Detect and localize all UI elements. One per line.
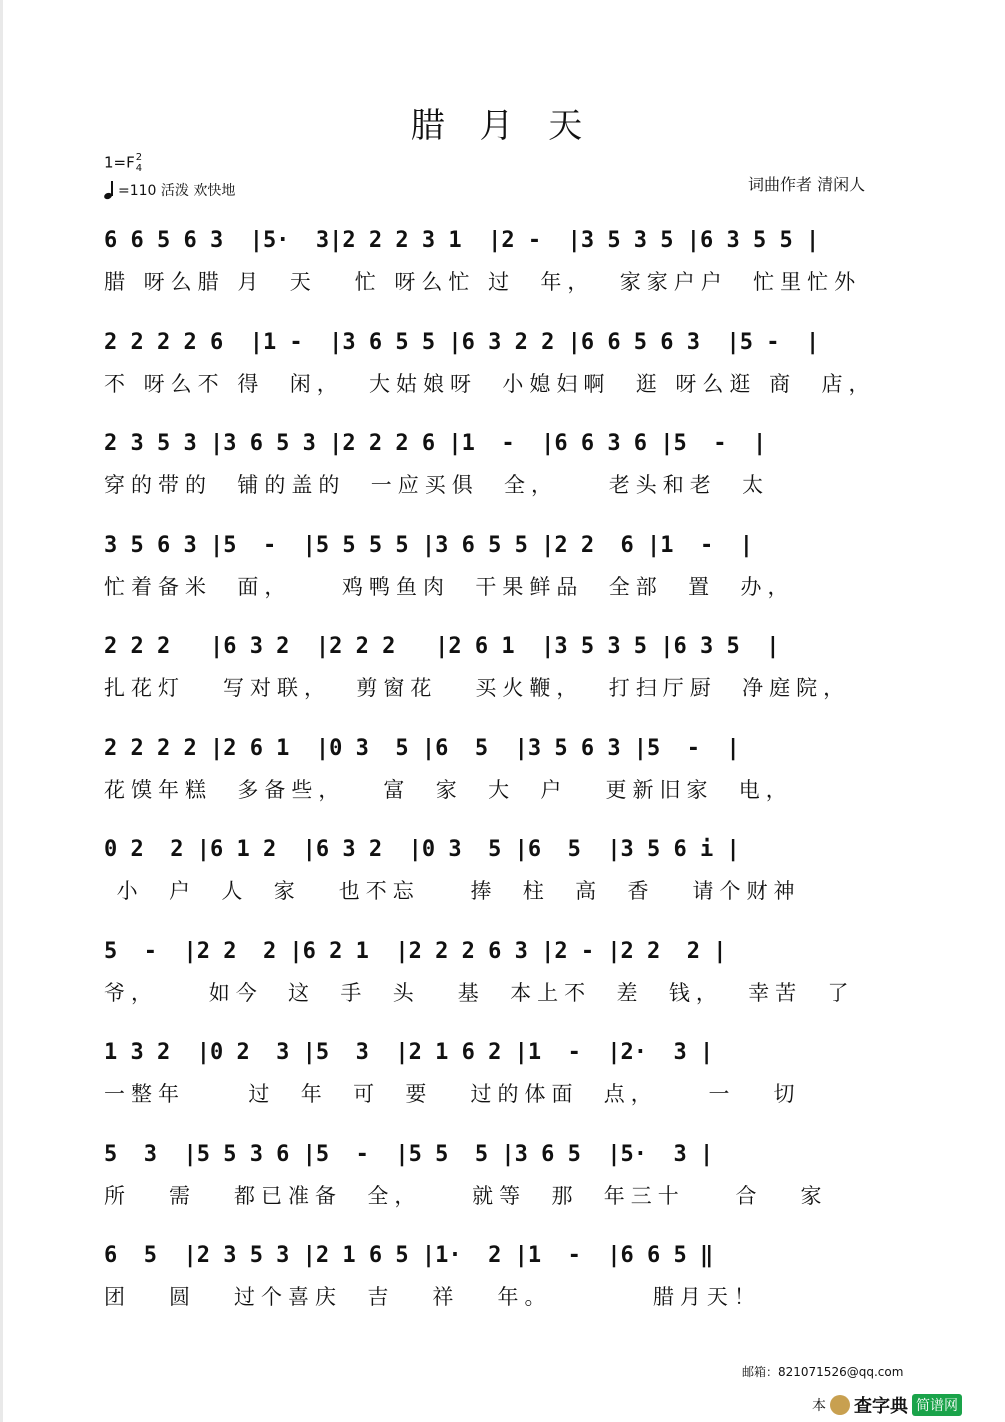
tempo-text: =110 活泼 欢快地 bbox=[118, 183, 236, 199]
lyrics-line: 腊 呀么腊 月 天 忙 呀么忙 过 年， 家家户户 忙里忙外 bbox=[104, 270, 862, 294]
score-system bbox=[104, 1134, 934, 1224]
notation-line: 2 2 2 2 |2 6 1 |0 3 5 |6 5 |3 5 6 3 |5 - | bbox=[104, 735, 740, 761]
mascot-icon bbox=[830, 1395, 850, 1415]
lyrics-line: 不 呀么不 得 闲， 大姑娘呀 小媳妇啊 逛 呀么逛 商 店， bbox=[104, 371, 876, 396]
notation-line: 6 6 5 6 3 |5· 3|2 2 2 3 1 |2 - |3 5 3 5 |6 3 5 5 | bbox=[104, 228, 820, 253]
lyrics-line: 爷， 如今 这 手 头 基 本上不 差 钱， 幸苦 了 bbox=[104, 980, 855, 1005]
lyrics-line: 一整年 过 年 可 要 过的体面 点， 一 切 bbox=[104, 1082, 801, 1106]
site-logo bbox=[812, 1392, 962, 1418]
key-signature bbox=[104, 152, 142, 174]
meter-top: 2 bbox=[135, 152, 143, 163]
quarter-note-icon bbox=[104, 181, 114, 199]
score-system bbox=[104, 1032, 934, 1122]
time-signature bbox=[136, 152, 142, 174]
lyrics-line: 花馍年糕 多备些， 富 家 大 户 更新旧家 电， bbox=[104, 777, 793, 802]
logo-brand: 查字典 bbox=[854, 1396, 908, 1417]
logo-prefix: 本 bbox=[812, 1398, 826, 1414]
notation-line: 2 2 2 2 6 |1 - |3 6 5 5 |6 3 2 2 |6 6 5 6 3 |5 - | bbox=[104, 329, 820, 355]
notation-line: 2 2 2 |6 3 2 |2 2 2 |2 6 1 |3 5 3 5 |6 3 5 | bbox=[104, 634, 780, 659]
composer-credit: 词曲作者 清闲人 bbox=[748, 175, 866, 194]
scan-edge bbox=[0, 0, 3, 1422]
notation-line: 6 5 |2 3 5 3 |2 1 6 5 |1· 2 |1 - |6 6 5 ‖ bbox=[104, 1243, 714, 1268]
meter-bottom: 4 bbox=[135, 163, 143, 174]
contact-email: 邮箱：821071526@qq.com bbox=[742, 1365, 904, 1379]
notation-line: 0 2 2 |6 1 2 |6 3 2 |0 3 5 |6 5 |3 5 6 i | bbox=[104, 837, 740, 862]
lyrics-line: 所 需 都已准备 全， 就等 那 年三十 合 家 bbox=[104, 1183, 828, 1208]
song-title: 腊 月 天 bbox=[410, 106, 595, 146]
lyrics-line: 小 户 人 家 也不忘 捧 柱 高 香 请个财神 bbox=[104, 879, 801, 903]
notation-line: 2 3 5 3 |3 6 5 3 |2 2 2 6 |1 - |6 6 3 6 |5 - | bbox=[104, 431, 767, 456]
score-system bbox=[104, 1235, 934, 1325]
lyrics-line: 忙着备米 面， 鸡鸭鱼肉 干果鲜品 全部 置 办， bbox=[104, 574, 795, 599]
score-system bbox=[104, 931, 934, 1021]
notation-line: 5 3 |5 5 3 6 |5 - |5 5 5 |3 6 5 |5· 3 | bbox=[104, 1141, 714, 1167]
score-system bbox=[104, 322, 934, 412]
tempo-marking bbox=[104, 180, 235, 200]
score-system bbox=[104, 525, 934, 615]
lyrics-line: 团 圆 过个喜庆 吉 祥 年。 腊月天！ bbox=[104, 1285, 761, 1309]
score-system bbox=[104, 220, 934, 310]
score-system bbox=[104, 728, 934, 818]
score-system bbox=[104, 829, 934, 919]
lyrics-line: 扎花灯 写对联， 剪窗花 买火鞭， 打扫厅厨 净庭院， bbox=[104, 676, 851, 700]
score-system bbox=[104, 626, 934, 716]
logo-badge: 简谱网 bbox=[912, 1394, 962, 1416]
score-system bbox=[104, 423, 934, 513]
notation-line: 3 5 6 3 |5 - |5 5 5 5 |3 6 5 5 |2 2 6 |1 - | bbox=[104, 532, 754, 558]
notation-line: 1 3 2 |0 2 3 |5 3 |2 1 6 2 |1 - |2· 3 | bbox=[104, 1040, 714, 1065]
lyrics-line: 穿的带的 铺的盖的 一应买俱 全， 老头和老 太 bbox=[104, 473, 770, 497]
notation-line: 5 - |2 2 2 |6 2 1 |2 2 2 6 3 |2 - |2 2 2 | bbox=[104, 938, 727, 964]
key-text: 1=F bbox=[104, 153, 135, 172]
